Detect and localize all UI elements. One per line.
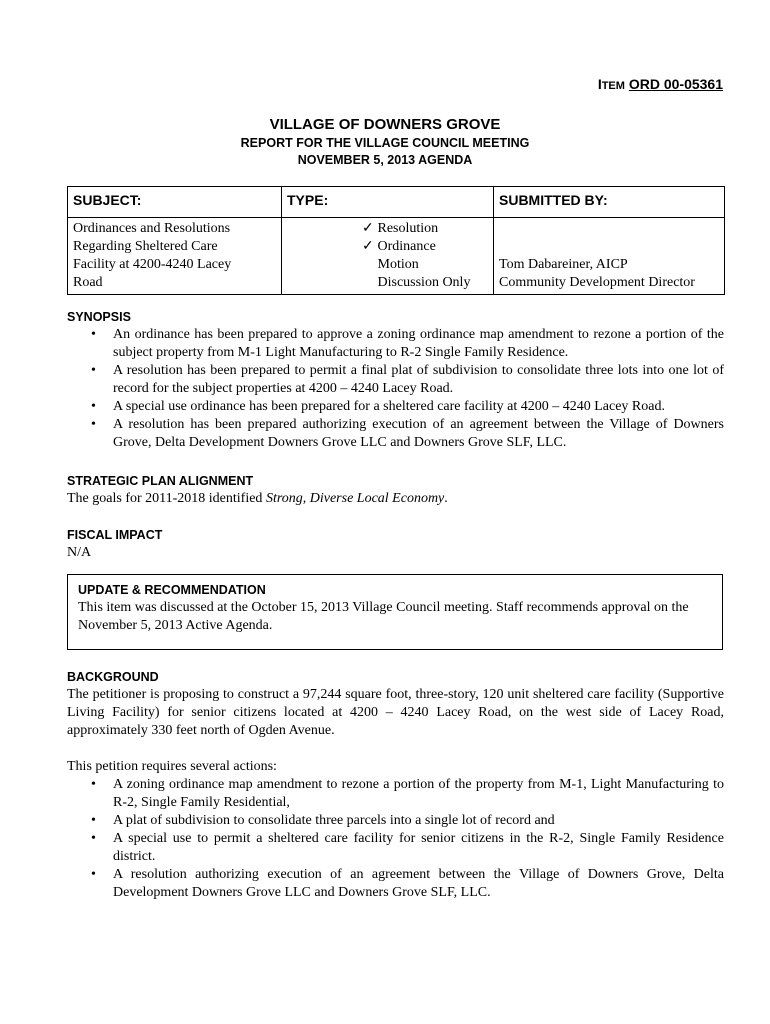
background-list xyxy=(67,776,724,902)
list-item: • A plat of subdivision to consolidate three parcels into a single lot of record and xyxy=(113,812,724,830)
type-label: Ordinance xyxy=(377,239,436,254)
item-number-header xyxy=(598,76,723,92)
synopsis-list xyxy=(67,326,724,452)
agenda-date: NOVEMBER 5, 2013 AGENDA xyxy=(297,153,473,167)
list-item: • A zoning ordinance map amendment to rezone a portion of the property from M-1, Light Manufacturing to R-2, Single Family Residential, xyxy=(113,776,724,812)
item-prefix-small: TEM xyxy=(601,80,625,92)
update-heading: UPDATE & RECOMMENDATION xyxy=(78,583,266,597)
subject-line: Road xyxy=(73,275,103,290)
background-heading: BACKGROUND xyxy=(67,670,159,684)
type-motion xyxy=(362,256,488,274)
subject-line: Regarding Sheltered Care xyxy=(73,239,218,254)
submitted-by-header: SUBMITTED BY: xyxy=(494,187,725,218)
subject-header: SUBJECT: xyxy=(68,187,282,218)
synopsis-section xyxy=(67,308,724,452)
strategic-text-start: The goals for 2011-2018 identified xyxy=(67,491,266,506)
report-subtitle: REPORT FOR THE VILLAGE COUNCIL MEETING xyxy=(240,136,530,150)
village-title: VILLAGE OF DOWNERS GROVE xyxy=(269,116,501,133)
fiscal-text: N/A xyxy=(67,545,92,560)
list-item: • A special use ordinance has been prepared for a sheltered care facility at 4200 – 4240 Lacey Road. xyxy=(113,398,724,416)
type-ordinance xyxy=(362,238,488,256)
strategic-goal: Strong, Diverse Local Economy xyxy=(265,491,445,506)
checkmark-icon: ✓ xyxy=(362,239,374,254)
background-paragraph: The petitioner is proposing to construct a 97,244 square foot, three-story, 120 unit sheltered care facility (Supportive Living Facility) for senior citizens located at 4200 – 4240 Lacey Road, on the west side of Lacey Road, approximately 330 feet north of Ogden Avenue. xyxy=(67,687,724,738)
subject-line: Facility at 4200-4240 Lacey xyxy=(73,257,232,272)
type-label: Discussion Only xyxy=(377,275,471,290)
fiscal-impact-section xyxy=(67,526,724,562)
strategic-text-end: . xyxy=(444,491,448,506)
type-resolution xyxy=(362,220,488,238)
list-item: • A resolution authorizing execution of an agreement between the Village of Downers Grove, Delta Development Downers Grove LLC and Downers Grove SLF, LLC. xyxy=(113,866,724,902)
submitter-title: Community Development Director xyxy=(499,275,695,290)
update-recommendation-box xyxy=(67,574,723,650)
agenda-summary-table xyxy=(67,186,725,295)
type-header: TYPE: xyxy=(282,187,494,218)
report-title-block xyxy=(0,115,770,169)
ordinance-number: ORD 00-05361 xyxy=(628,76,723,92)
submitter-name: Tom Dabareiner, AICP xyxy=(499,257,628,272)
type-cell xyxy=(282,218,494,295)
strategic-plan-section xyxy=(67,472,724,508)
list-item: • An ordinance has been prepared to approve a zoning ordinance map amendment to rezone a portion of the subject property from M-1 Light Manufacturing to R-2 Single Family Residence. xyxy=(113,326,724,362)
background-actions-intro: This petition requires several actions: xyxy=(67,759,277,774)
fiscal-heading: FISCAL IMPACT xyxy=(67,528,163,542)
subject-line: Ordinances and Resolutions xyxy=(73,221,231,236)
type-label: Resolution xyxy=(377,221,439,236)
type-discussion xyxy=(362,274,488,292)
synopsis-heading: SYNOPSIS xyxy=(67,310,131,324)
item-prefix: I xyxy=(597,76,602,92)
background-section xyxy=(67,668,724,902)
strategic-heading: STRATEGIC PLAN ALIGNMENT xyxy=(67,474,254,488)
subject-cell xyxy=(68,218,282,295)
list-item: • A resolution has been prepared to permit a final plat of subdivision to consolidate three lots into one lot of record for the subject properties at 4200 – 4240 Lacey Road. xyxy=(113,362,724,398)
list-item: • A resolution has been prepared authorizing execution of an agreement between the Village of Downers Grove, Delta Development Downers Grove LLC and Downers Grove SLF, LLC. xyxy=(113,416,724,452)
strategic-text xyxy=(67,490,724,508)
update-text: This item was discussed at the October 15, 2013 Village Council meeting. Staff recommends approval on the November 5, 2013 Active Agenda. xyxy=(78,600,689,633)
type-label: Motion xyxy=(377,257,419,272)
submitted-by-cell xyxy=(494,218,725,295)
list-item: • A special use to permit a sheltered care facility for senior citizens in the R-2, Single Family Residence district. xyxy=(113,830,724,866)
checkmark-icon: ✓ xyxy=(362,221,374,236)
